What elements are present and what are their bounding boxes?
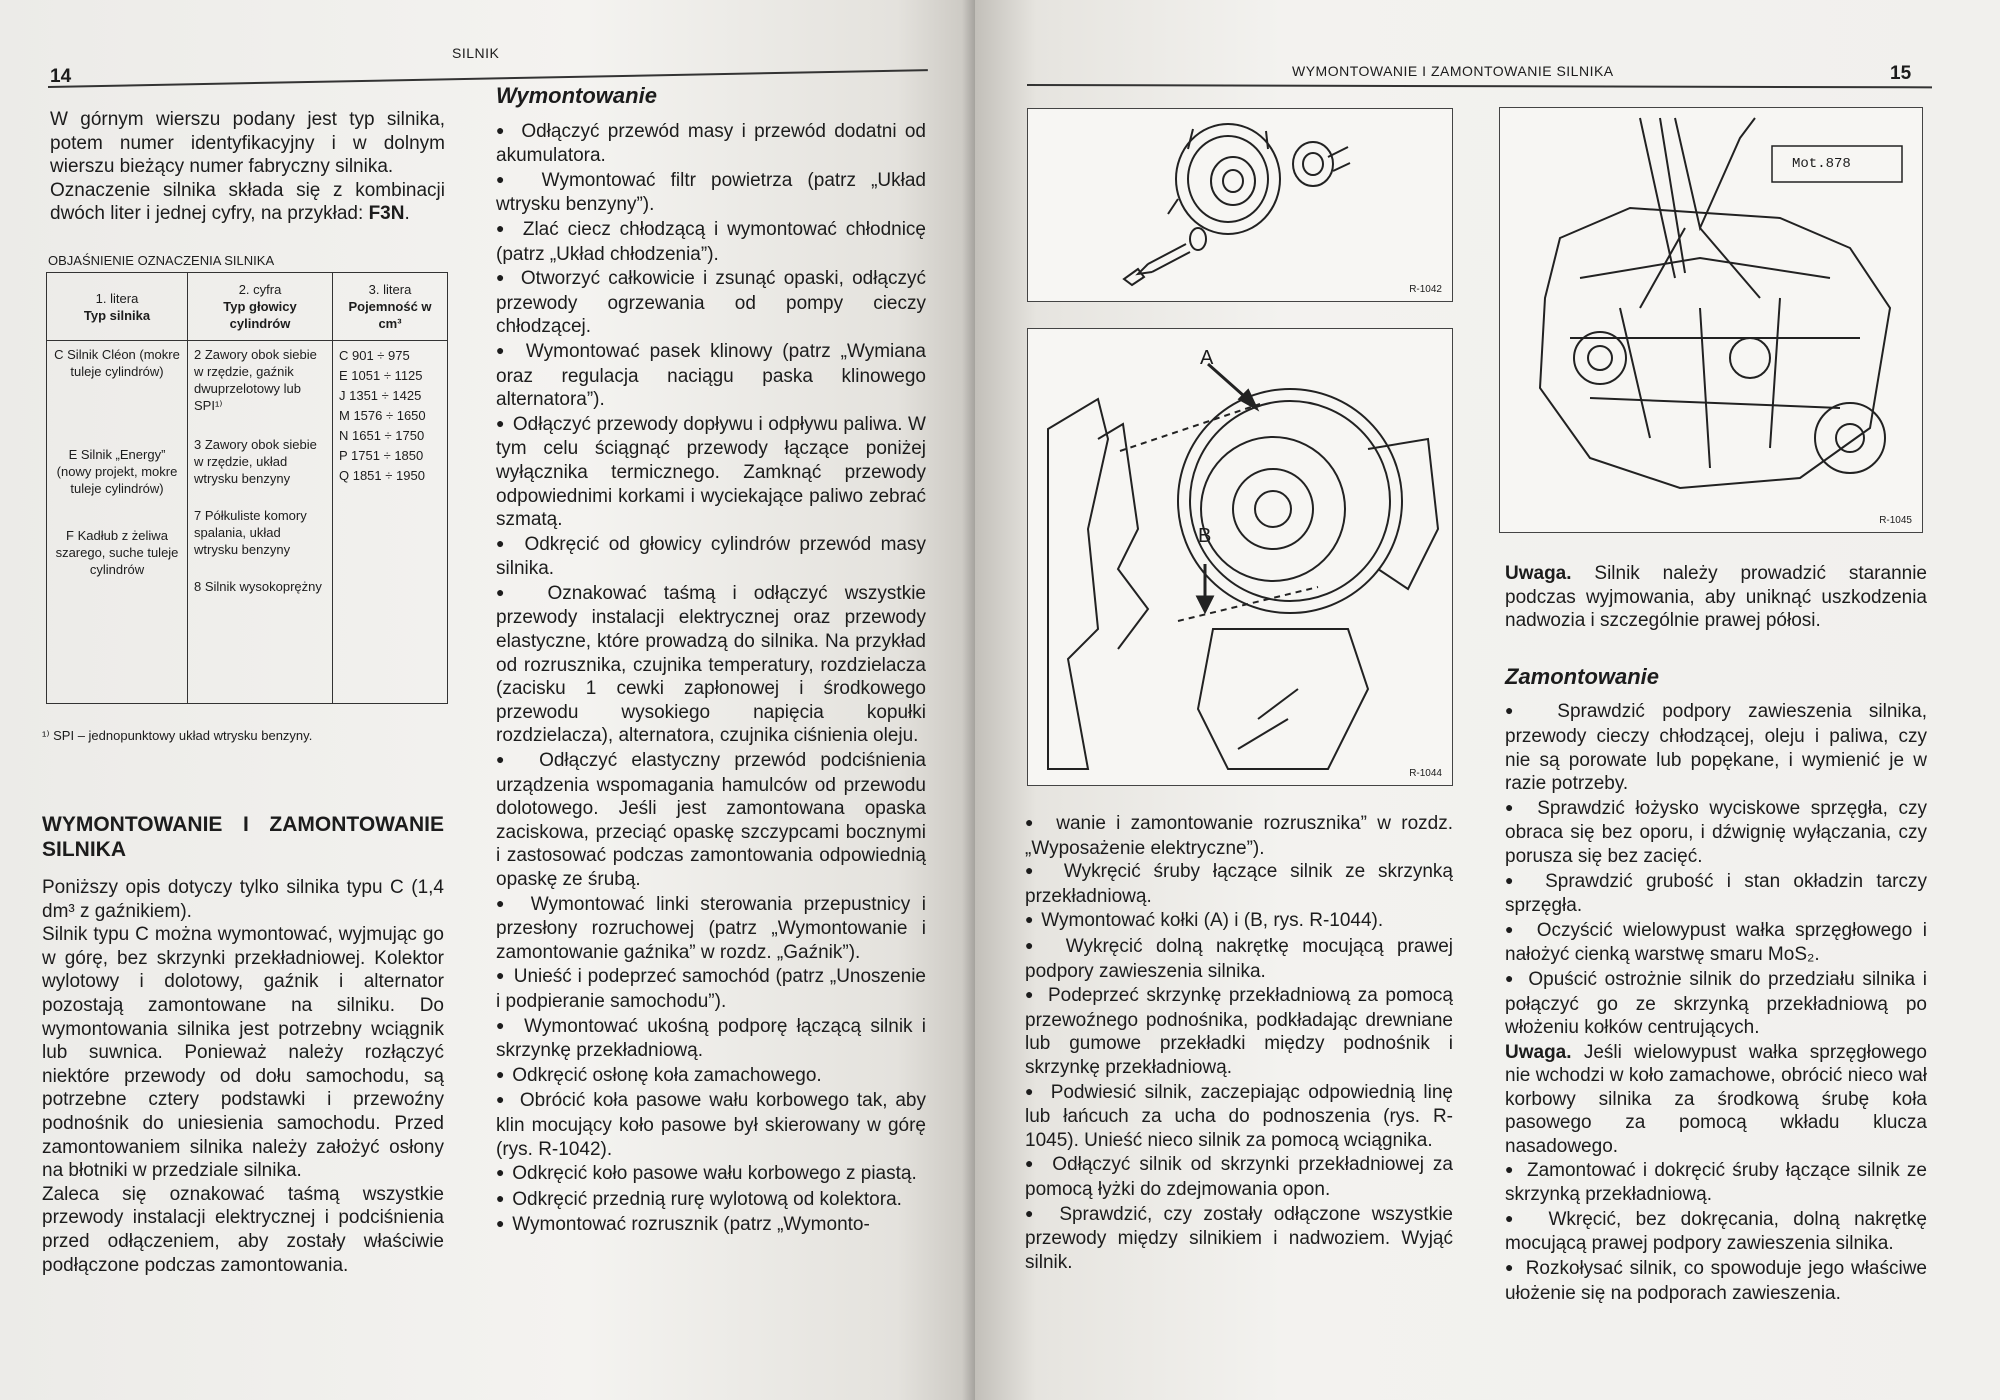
figure-label: R-1042 <box>1409 284 1442 295</box>
removal-heading: Wymontowanie <box>496 83 657 108</box>
list-item: ● Odłączyć silnik od skrzynki przekładniowej za pomocą łyżki do zdejmowania opon. <box>1025 1153 1453 1201</box>
figure-callout: A <box>1200 347 1214 369</box>
list-item: ● Odłączyć elastyczny przewód podciśnienia urządzenia wspomagania hamulców od przewodu dolotowego. Jeśli jest zamontowana opaska zaciskowa, przeciąć opaskę szczypcami bocznymi i zastosować podczas zamontowania odpowiednią opaskę ze śrubą. <box>496 749 926 892</box>
removal-steps <box>496 84 926 1239</box>
install-steps <box>1505 1159 1927 1306</box>
list-item: ● Wymontować pasek klinowy (patrz „Wymiana oraz regulacja naciągu paska klinowego alternatora”). <box>496 340 926 412</box>
page-number: 14 <box>50 66 72 87</box>
list-item: ● Wymontować rozrusznik (patrz „Wymonto- <box>496 1213 926 1238</box>
figure-r1045 <box>1499 107 1923 533</box>
left-page <box>0 0 975 1400</box>
list-item: ● Obrócić koła pasowe wału korbowego tak, aby klin mocujący koło pasowe był skierowany w górę (rys. R-1042). <box>496 1089 926 1161</box>
engine-hoist-drawing <box>1500 108 1922 532</box>
list-item: ● Sprawdzić podpory zawieszenia silnika, przewody cieczy chłodzącej, oleju i paliwa, czy nie są porowate lub popękane, i wymienić je w razie potrzeby. <box>1505 700 1927 795</box>
tool-label: Mot.878 <box>1792 156 1851 172</box>
list-item: ● Unieść i podeprzeć samochód (patrz „Unoszenie i podpieranie samochodu”). <box>496 965 926 1013</box>
install-steps <box>1505 700 1927 1039</box>
running-head: WYMONTOWANIE I ZAMONTOWANIE SILNIKA <box>1292 63 1614 79</box>
page-number: 15 <box>1890 63 1912 84</box>
list-item: ● Odkręcić przednią rurę wylotową od kolektora. <box>496 1188 926 1213</box>
list-item: ● Wymontować linki sterowania przepustnicy i przesłony rozruchowej (patrz „Wymontowanie i zamontowanie gaźnika” w rozdz. „Gaźnik”). <box>496 893 926 965</box>
removal-steps-continued <box>1025 812 1453 1275</box>
running-head: SILNIK <box>452 45 500 61</box>
install-text <box>1505 562 1927 1306</box>
list-item: ● Sprawdzić grubość i stan okładzin tarczy sprzęgła. <box>1505 870 1927 918</box>
list-item: ● Oznakować taśmą i odłączyć wszystkie przewody instalacji elektrycznej oraz przewody elastyczne, które prowadzą do silnika. Na przykład od rozrusznika, czujnika temperatury, rozdzielacza (zacisku 1 cewki zapłonowej i środkowego przewodu wysokiego napięcia kopułki rozdzielacza), alternatora, czujnika ciśnienia oleju. <box>496 582 926 748</box>
table-header: 2. cyfra Typ głowicy cylindrów <box>188 273 333 341</box>
figure-label: R-1045 <box>1879 515 1912 526</box>
figure-callout: B <box>1198 525 1212 547</box>
intro-paragraph: W górnym wierszu podany jest typ silnika, potem numer identyfikacyjny i w dolnym wierszu bieżący numer fabryczny silnika. <box>50 109 445 178</box>
list-item: ● Sprawdzić łożysko wyciskowe sprzęgła, czy obraca się bez oporu, i dźwignię wyłączania, czy porusza się bez zacięć. <box>1505 797 1927 869</box>
list-item: ● Rozkołysać silnik, co spowoduje jego właściwe ułożenie się na podporach zawieszenia. <box>1505 1257 1927 1305</box>
list-item: ● Odkręcić osłonę koła zamachowego. <box>496 1064 926 1089</box>
table-caption: OBJAŚNIENIE OZNACZENIA SILNIKA <box>48 253 275 268</box>
list-item: ● Odkręcić od głowicy cylindrów przewód masy silnika. <box>496 533 926 581</box>
table-cell: C Silnik Cléon (mokre tuleje cylindrów) E Silnik „Energy” (nowy projekt, mokre tuleje cylindrów) F Kadłub z żeliwa szarego, suche tuleje cylindrów <box>47 341 188 704</box>
note: Uwaga. Silnik należy prowadzić starannie podczas wyjmowania, aby uniknąć uszkodzenia nadwozia i szczególnie prawej półosi. <box>1505 563 1927 632</box>
table-header: 1. litera Typ silnika <box>47 273 188 341</box>
list-item: ● Wymontować filtr powietrza (patrz „Układ wtrysku benzyny”). <box>496 169 926 217</box>
list-item: ● Sprawdzić, czy zostały odłączone wszystkie przewody między silnikiem i nadwoziem. Wyjąć silnik. <box>1025 1203 1453 1275</box>
flywheel-drawing <box>1028 329 1452 785</box>
footnote: ¹⁾ SPI – jednopunktowy układ wtrysku benzyny. <box>42 728 313 743</box>
header-rule <box>1027 84 1932 88</box>
section-heading: WYMONTOWANIE I ZAMONTOWANIE SILNIKA <box>42 813 444 861</box>
list-item: ● Podeprzeć skrzynkę przekładniową za pomocą przewoźnego podnośnika, podkładając drewniane lub gumowe przekładki między podnośnik i skrzynkę przekładniową. <box>1025 984 1453 1079</box>
table-header: 3. litera Pojemność w cm³ <box>333 273 448 341</box>
section-paragraph: Poniższy opis dotyczy tylko silnika typu C (1,4 dm³ z gaźnikiem). <box>42 877 444 922</box>
section-paragraph: Zaleca się oznakować taśmą wszystkie przewody instalacji elektrycznej i podciśnienia przed odłączeniem, aby zostały właściwie podłączone podczas zamontowania. <box>42 1183 444 1276</box>
list-item: ● Odłączyć przewody dopływu i odpływu paliwa. W tym celu ściągnąć przewody łączące poniżej wyłącznika termicznego. Zamknąć przewody odpowiednimi korkami i wyciekające paliwo zebrać szmatą. <box>496 413 926 532</box>
figure-r1044 <box>1027 328 1453 786</box>
list-item: ● Wkręcić, bez dokręcania, dolną nakrętkę mocującą prawej podpory zawieszenia silnika. <box>1505 1208 1927 1256</box>
intro-paragraph: Oznaczenie silnika składa się z kombinacji dwóch liter i jednej cyfry, na przykład: F3N. <box>50 179 445 225</box>
figure-label: R-1044 <box>1409 768 1442 779</box>
figure-r1042 <box>1027 108 1453 302</box>
install-heading: Zamontowanie <box>1505 663 1660 689</box>
list-item: ● Odłączyć przewód masy i przewód dodatni od akumulatora. <box>496 120 926 168</box>
paragraph: ● wanie i zamontowanie rozrusznika” w rozdz. „Wyposażenie elektryczne”). <box>1025 812 1453 860</box>
list-item: ● Wymontować ukośną podporę łączącą silnik i skrzynkę przekładniową. <box>496 1015 926 1063</box>
table-cell: 2 Zawory obok siebie w rzędzie, gaźnik dwuprzelotowy lub SPI¹⁾ 3 Zawory obok siebie w rzędzie, układ wtrysku benzyny 7 Półkuliste komory spalania, układ wtrysku benzyny 8 Silnik wysokoprężny <box>188 341 333 704</box>
list-item: ● Zamontować i dokręcić śruby łączące silnik ze skrzynką przekładniową. <box>1505 1159 1927 1207</box>
list-item: ● Otworzyć całkowicie i zsunąć opaski, odłączyć przewody ogrzewania od pompy cieczy chłodzącej. <box>496 267 926 339</box>
list-item: ● Wykręcić dolną nakrętkę mocującą prawej podpory zawieszenia silnika. <box>1025 935 1453 983</box>
list-item: ● Zlać ciecz chłodzącą i wymontować chłodnicę (patrz „Układ chłodzenia”). <box>496 218 926 266</box>
note: Uwaga. Jeśli wielowypust wałka sprzęgłowego nie wchodzi w koło zamachowe, obrócić nieco wał korbowy silnika za środkową śrubę koła pasowego za pomocą wkładu klucza nasadowego. <box>1505 1041 1927 1158</box>
engine-code-table <box>46 272 448 704</box>
list-item: ● Wykręcić śruby łączące silnik ze skrzynką przekładniową. <box>1025 860 1453 908</box>
intro-text <box>50 108 445 226</box>
right-page <box>975 0 2000 1400</box>
section-paragraph: Silnik typu C można wymontować, wyjmując go w górę, bez skrzynki przekładniowej. Kolektor wylotowy i dolotowy, gaźnik i alternator pozostają zamontowane na silniku. Do wymontowania silnika jest potrzebny wciągnik lub suwnica. Ponieważ należy rozłączyć niektóre przewody od dołu samochodu, są potrzebne cztery podstawki i przewoźny podnośnik do uniesienia samochodu. Przed zamontowaniem silnika należy założyć osłony na błotniki w przedziale silnika. <box>42 924 444 1182</box>
list-item: ● Podwiesić silnik, zaczepiając odpowiednią linę lub łańcuch za ucha do podnoszenia (rys. R-1045). Unieść nieco silnik za pomocą wciągnika. <box>1025 1081 1453 1153</box>
list-item: ● Oczyścić wielowypust wałka sprzęgłowego i nałożyć cienką warstwę smaru MoS₂. <box>1505 919 1927 967</box>
section-text <box>42 812 444 1277</box>
list-item: ● Wymontować kołki (A) i (B, rys. R-1044). <box>1025 909 1453 934</box>
list-item: ● Odkręcić koło pasowe wału korbowego z piastą. <box>496 1162 926 1187</box>
table-cell: C 901 ÷ 975 E 1051 ÷ 1125 J 1351 ÷ 1425 M 1576 ÷ 1650 N 1651 ÷ 1750 P 1751 ÷ 1850 Q 1851 ÷ 1950 <box>333 341 448 704</box>
list-item: ● Opuścić ostrożnie silnik do przedziału silnika i połączyć go ze skrzynką przekładniową po włożeniu kołków centrujących. <box>1505 968 1927 1040</box>
pulley-drawing <box>1028 109 1452 301</box>
